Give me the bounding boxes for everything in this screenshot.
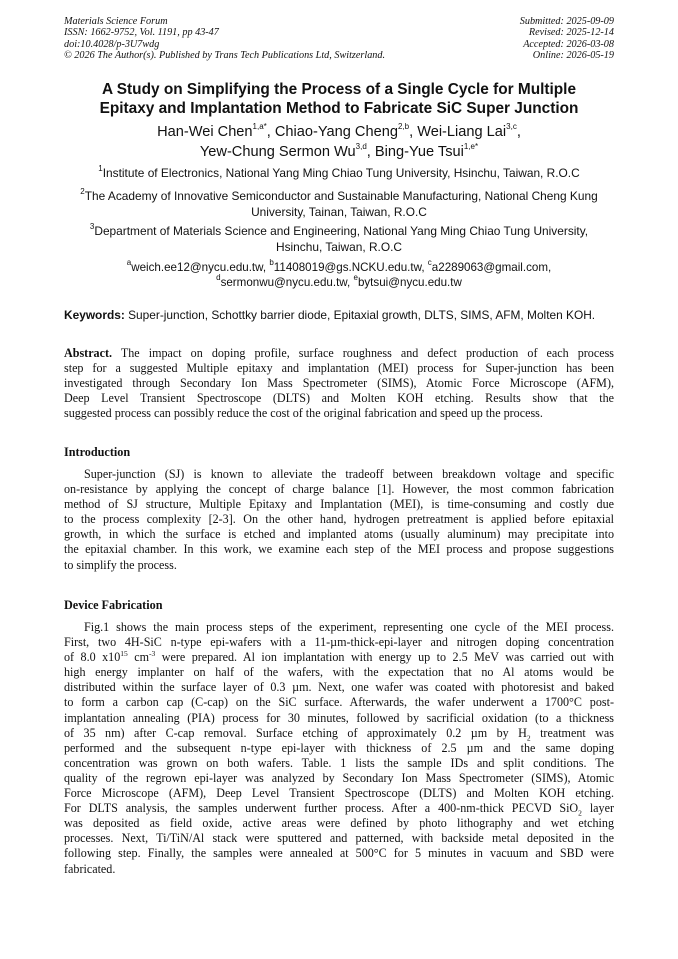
fabrication-line: [64, 726, 614, 741]
email-link[interactable]: a2289063@gmail.com,: [431, 261, 552, 274]
fabrication-line: performed and the subsequent n-type epi-layer with thickness of 2.5 µm and the same doping: [64, 740, 614, 755]
author-name: Wei-Liang Lai: [417, 124, 507, 140]
author-affil-mark: 3,d: [355, 141, 367, 151]
fabrication-line: First, two 4H-SiC n-type epi-wafers with a 11-µm-thick-epi-layer and nitrogen doping concentration: [64, 635, 614, 650]
fabrication-line: quality of the regrown epi-layer was analyzed by Secondary Ion Mass Spectrometer (SIMS), Atomic: [64, 770, 614, 785]
abstract-label: Abstract.: [64, 346, 113, 360]
keywords: [64, 308, 618, 323]
email-mark: c: [427, 258, 432, 268]
email-link[interactable]: weich.ee12@nycu.edu.tw,: [131, 261, 270, 274]
abstract-line: step for a suggested Multiple epitaxy and implantation (MEI) process for Super-junction has been: [64, 361, 614, 376]
fabrication-body: [64, 620, 614, 877]
email-mark: a: [126, 258, 132, 268]
author-name: Chiao-Yang Cheng: [274, 124, 398, 140]
introduction-line: Super-junction (SJ) is known to alleviate the tradeoff between breakdown voltage and specific: [84, 467, 614, 481]
affiliation-text: Hsinchu, Taiwan, R.O.C: [275, 239, 402, 254]
affiliation-text: Institute of Electronics, National Yang Ming Chiao Tung University, Hsinchu, Taiwan, R.O.C: [102, 166, 580, 180]
journal-copyright: © 2026 The Author(s). Published by Trans Tech Publications Ltd, Switzerland.: [64, 50, 386, 62]
author-affil-mark: 2,b: [397, 122, 410, 132]
author-affil-mark: 1,e*: [463, 141, 479, 151]
author-name: Bing-Yue Tsui: [374, 143, 464, 160]
superscript: -3: [149, 649, 156, 659]
journal-info: [64, 16, 385, 62]
introduction-line: on-resistance by applying the concept of charge balance [1]. However, the most common fabrication: [64, 482, 614, 497]
introduction-line: method of SJ structure, Multiple Epitaxy and Implantation (MEI), is time-consuming and costly due: [64, 497, 614, 512]
email-line-2: [64, 275, 614, 290]
affiliation-3: [64, 224, 614, 255]
fabrication-line: concentration was grown on both wafers. Table. 1 lists the sample IDs and split conditions. The: [64, 755, 614, 770]
journal-doi: doi:10.4028/p-3U7wdg: [64, 38, 160, 50]
date-submitted: Submitted: 2025-09-09: [519, 16, 614, 27]
journal-name: Materials Science Forum: [64, 16, 168, 27]
fabrication-line: implantation annealing (PIA) process for 30 minutes, followed by sacrificial oxidation (to a thickness: [64, 710, 614, 725]
title-line-1: A Study on Simplifying the Process of a Single Cycle for Multiple: [101, 81, 577, 98]
text-fragment: cm: [127, 650, 150, 665]
text-fragment: were prepared. Al ion implantation with energy up to 2.5 MeV was carried out with: [155, 650, 614, 665]
fabrication-line: processes. Next, Ti/TiN/Al stack were sputtered and patterned, with backside metal deposited in the: [64, 831, 614, 846]
subscript: 2: [526, 733, 531, 743]
introduction-body: [64, 467, 614, 573]
author-affil-mark: 1,a*: [252, 122, 267, 132]
abstract-line: suggested process can possibly reduce the cost of the original fabrication and speed up the process.: [64, 406, 543, 421]
fabrication-line: [64, 801, 614, 816]
keywords-text: Super-junction, Schottky barrier diode, Epitaxial growth, DLTS, SIMS, AFM, Molten KOH.: [124, 308, 596, 322]
text-fragment: of 35 nm) after C-cap removal. Surface etching of approximately 0.2 µm by H: [64, 725, 527, 740]
email-link[interactable]: sermonwu@nycu.edu.tw,: [220, 276, 354, 289]
keywords-label: Keywords:: [64, 308, 125, 322]
text-fragment: For DLTS analysis, the samples underwent further process. After a 400-nm-thick PECVD SiO: [64, 801, 579, 816]
abstract-line: The impact on doping profile, surface roughness and defect production of each process: [112, 346, 614, 360]
subscript: 2: [578, 808, 582, 818]
introduction-line: to the process complexity [2-3]. On the other hand, hydrogen pretreatment is applied before epitaxial: [64, 512, 614, 527]
affiliation-mark: 3: [89, 222, 95, 232]
fabrication-line: was deposited as field oxide, active areas were defined by photo lithography and wet etching: [64, 816, 614, 831]
fabrication-line: Fig.1 shows the main process steps of the experiment, representing one cycle of the MEI process.: [84, 620, 614, 634]
journal-issn: ISSN: 1662-9752, Vol. 1191, pp 43-47: [64, 27, 219, 39]
email-link[interactable]: bytsui@nycu.edu.tw: [357, 276, 462, 289]
section-heading-device-fabrication: Device Fabrication: [64, 598, 163, 612]
author-name: Yew-Chung Sermon Wu: [199, 143, 356, 160]
fabrication-line: to form a carbon cap (C-cap) on the SiC surface. Afterwards, the wafer underwent a 1700°C post-: [64, 695, 614, 710]
author-emails: [64, 260, 614, 290]
author-line-1: Han-Wei Chen$^{1,a*}$, Chiao-Yang Cheng$^{2,b}$, Wei-Liang Lai$^{3,c}$,: [157, 122, 521, 140]
email-mark: e: [353, 273, 358, 283]
title-line-2: Epitaxy and Implantation Method to Fabricate SiC Super Junction: [99, 100, 579, 117]
email-link[interactable]: 11408019@gs.NCKU.edu.tw,: [273, 261, 428, 274]
paper-title: [64, 80, 614, 118]
fabrication-line: Force Microscope (AFM), Deep Level Transient Spectroscope (DLTS) and Molten KOH etching.: [64, 786, 614, 801]
introduction-line: growth, in which the surface is etched and implanted atoms (usually aluminum) may precipitate into: [64, 527, 614, 542]
author-line-2: Yew-Chung Sermon Wu$^{3,d}$, Bing-Yue Tsui$^{1,e*}$: [199, 141, 479, 160]
introduction-line: to simplify the process.: [64, 557, 177, 572]
text-fragment: treatment was: [530, 725, 614, 740]
author-list: [64, 123, 614, 162]
date-revised: Revised: 2025-12-14: [528, 27, 614, 39]
text-fragment: of 8.0 x10: [64, 650, 121, 665]
fabrication-line: distributed within the surface layer of 0.3 µm. Next, one wafer was coated with photoresist and baked: [64, 680, 614, 695]
introduction-line: the epitaxial chamber. In this work, we examine each step of the MEI process and propose suggestions: [64, 542, 614, 557]
author-affil-mark: 3,c: [506, 122, 517, 132]
publication-dates: [520, 16, 614, 62]
fabrication-line: fabricated.: [64, 861, 116, 876]
affiliation-mark: 2: [80, 187, 85, 197]
email-mark: b: [269, 258, 274, 268]
affiliation-mark: 1: [98, 164, 103, 174]
email-line-1: [64, 260, 614, 275]
fabrication-line: following step. Finally, the samples were annealed at 500°C for 5 minutes in vacuum and SBD were: [64, 846, 614, 861]
affiliation-1: [64, 166, 614, 182]
abstract-line: Deep Level Transient Spectroscope (DLTS) and Molten KOH etching. Results show that the: [64, 391, 614, 406]
abstract-line: investigated through Secondary Ion Mass Spectrometer (SIMS), Atomic Force Microscope (AFM),: [64, 376, 614, 391]
date-accepted: Accepted: 2026-03-08: [523, 38, 614, 50]
affiliation-text: The Academy of Innovative Semiconductor and Sustainable Manufacturing, National Cheng Kung: [84, 189, 598, 203]
email-mark: d: [216, 273, 221, 283]
fabrication-line: [64, 650, 614, 665]
section-heading-introduction: Introduction: [64, 445, 131, 459]
abstract: [64, 346, 614, 421]
date-online: Online: 2026-05-19: [532, 50, 614, 62]
author-name: Han-Wei Chen: [157, 124, 253, 140]
affiliation-text: University, Tainan, Taiwan, R.O.C: [251, 204, 427, 219]
affiliation-2: [64, 189, 614, 220]
fabrication-line: high energy implanter on half of the wafers, with the expectation that no Al atoms would be: [64, 665, 614, 680]
superscript: 15: [120, 649, 128, 659]
affiliation-text: Department of Materials Science and Engineering, National Yang Ming Chiao Tung University,: [94, 224, 589, 238]
text-fragment: layer: [581, 801, 614, 816]
